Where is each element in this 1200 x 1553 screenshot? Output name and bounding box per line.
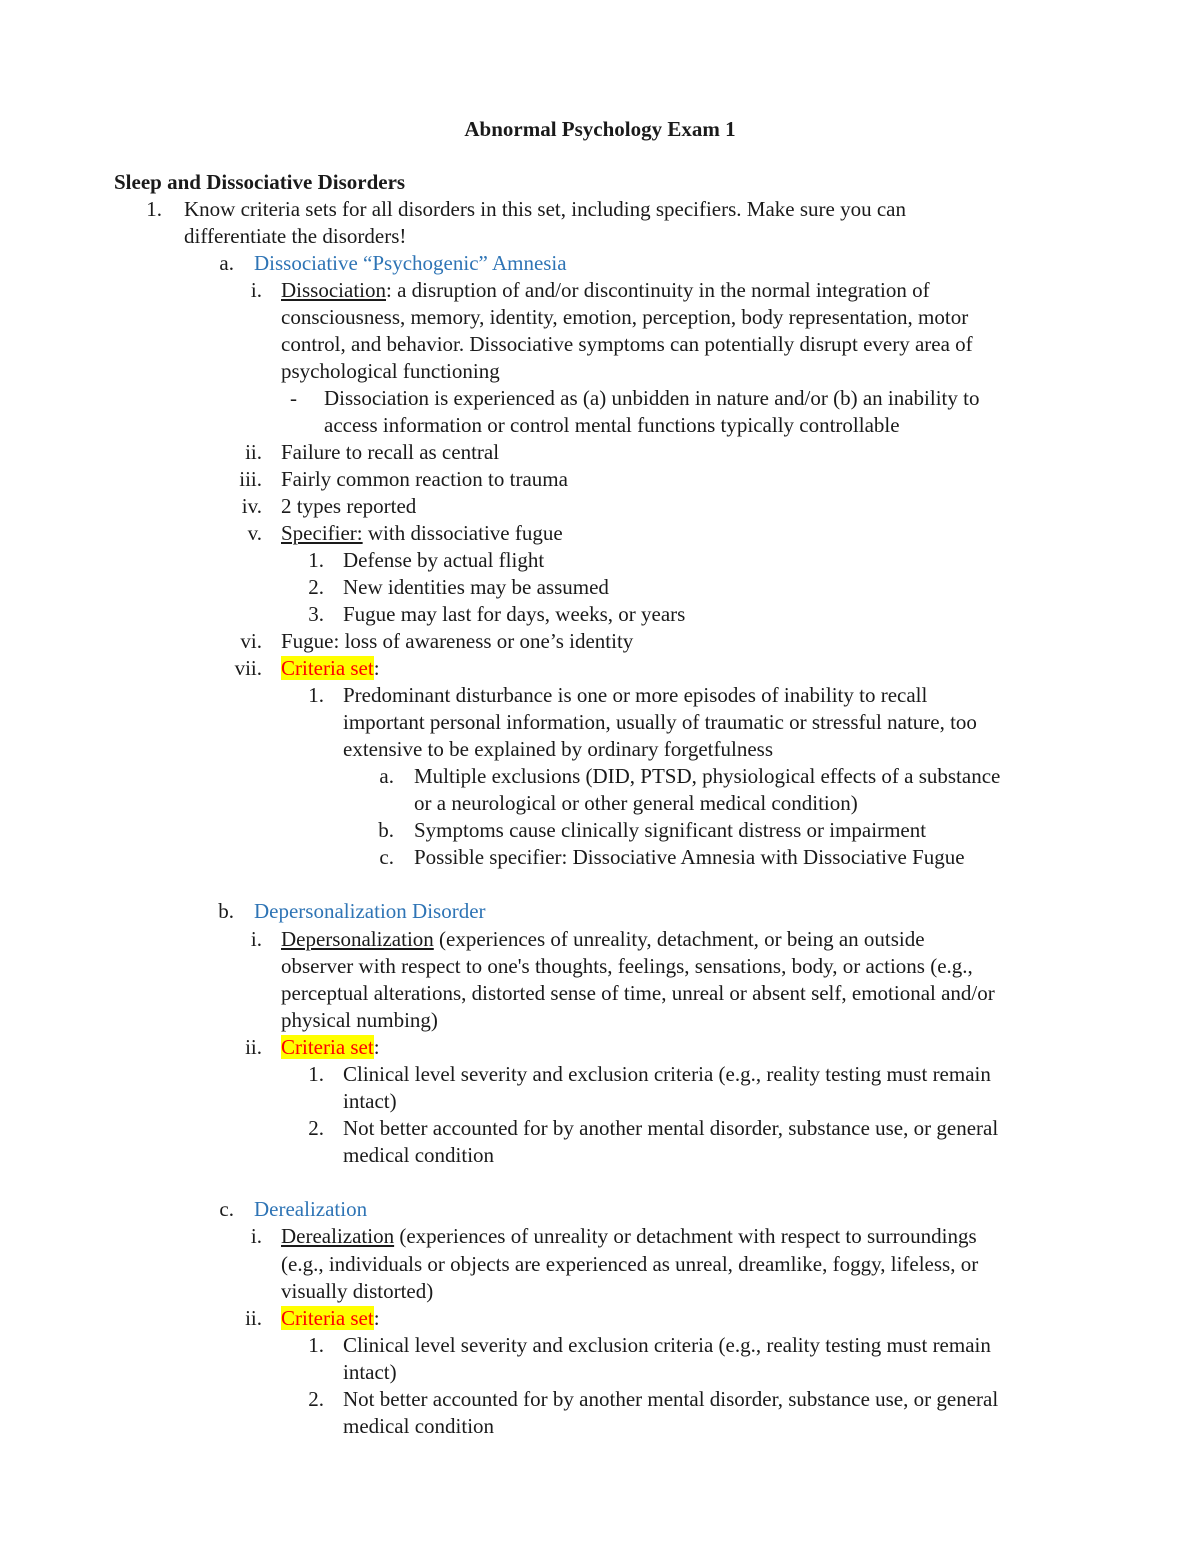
list-number: 2.: [308, 1387, 324, 1411]
list-item-text: Fairly common reaction to trauma: [281, 467, 568, 491]
definition-text: [281, 277, 930, 304]
disorder-heading-depersonalization: Depersonalization Disorder: [254, 899, 486, 923]
definition-text: control, and behavior. Dissociative symptoms can potentially disrupt every area of: [281, 332, 973, 356]
definition-text: (e.g., individuals or objects are experienced as unreal, dreamlike, foggy, lifeless, or: [281, 1252, 979, 1276]
list-roman: vii.: [234, 656, 262, 680]
definition-text: consciousness, memory, identity, emotion, perception, body representation, motor: [281, 305, 969, 329]
definition-text: Derealization (experiences of unreality or detachment with respect to surroundings: [281, 1224, 977, 1248]
list-letter: a.: [219, 251, 234, 275]
definition-term: Dissociation: [281, 278, 386, 302]
definition-text: Depersonalization (experiences of unreality, detachment, or being an outside: [281, 927, 925, 951]
document-title: Abnormal Psychology Exam 1: [464, 117, 736, 141]
list-roman: i.: [250, 927, 262, 951]
list-roman: iii.: [239, 467, 262, 491]
dash-bullet: -: [290, 386, 297, 410]
list-item-text: Specifier: with dissociative fugue: [281, 521, 563, 545]
disorder-heading-amnesia: Dissociative “Psychogenic” Amnesia: [254, 251, 567, 275]
criteria-text: important personal information, usually of traumatic or stressful nature, too: [343, 710, 977, 734]
list-item-text: Fugue may last for days, weeks, or years: [343, 602, 686, 626]
definition-text: physical numbing): [281, 1008, 438, 1032]
list-roman: ii.: [245, 1035, 262, 1059]
list-letter: c.: [379, 845, 394, 869]
definition-text: visually distorted): [281, 1279, 434, 1303]
list-item-text: New identities may be assumed: [343, 575, 609, 599]
list-roman: vi.: [240, 629, 262, 653]
criteria-text: medical condition: [343, 1414, 495, 1438]
specifier-term: Specifier:: [281, 521, 363, 545]
list-item-text: Defense by actual flight: [343, 548, 545, 572]
criteria-set-highlight: Criteria set: [281, 1035, 374, 1059]
list-roman: ii.: [245, 440, 262, 464]
criteria-text: Predominant disturbance is one or more episodes of inability to recall: [343, 683, 928, 707]
list-letter: b.: [378, 818, 394, 842]
bullet-text: Dissociation is experienced as (a) unbidden in nature and/or (b) an inability to: [324, 386, 980, 410]
criteria-text: medical condition: [343, 1143, 495, 1167]
list-item-text: differentiate the disorders!: [184, 224, 407, 248]
list-roman: iv.: [241, 494, 262, 518]
definition-text: observer with respect to one's thoughts, feelings, sensations, body, or actions (e.g.,: [281, 954, 973, 978]
criteria-set-highlight: Criteria set: [281, 656, 374, 680]
definition-term: Depersonalization: [281, 927, 434, 951]
list-item-text: 2 types reported: [281, 494, 417, 518]
criteria-text: Multiple exclusions (DID, PTSD, physiological effects of a substance: [414, 764, 1001, 788]
list-roman: i.: [250, 1224, 262, 1248]
section-heading: Sleep and Dissociative Disorders: [114, 170, 406, 194]
criteria-text: Clinical level severity and exclusion criteria (e.g., reality testing must remain: [343, 1333, 991, 1357]
list-letter: b.: [218, 899, 234, 923]
criteria-text: Symptoms cause clinically significant distress or impairment: [414, 818, 927, 842]
list-item-text: Fugue: loss of awareness or one’s identity: [281, 629, 634, 653]
list-letter: a.: [379, 764, 394, 788]
definition-text: perceptual alterations, distorted sense of time, unreal or absent self, emotional and/or: [281, 981, 995, 1005]
definition-body: : a disruption of and/or discontinuity in the normal integration of: [386, 278, 930, 302]
criteria-set-label: Criteria set:: [281, 1306, 380, 1330]
list-roman: i.: [250, 278, 262, 302]
definition-text: psychological functioning: [281, 359, 500, 383]
list-number: 3.: [308, 602, 324, 626]
criteria-text: extensive to be explained by ordinary forgetfulness: [343, 737, 773, 761]
criteria-text: Clinical level severity and exclusion criteria (e.g., reality testing must remain: [343, 1062, 991, 1086]
criteria-text: or a neurological or other general medical condition): [414, 791, 858, 815]
list-roman: ii.: [245, 1306, 262, 1330]
list-number: 2.: [308, 575, 324, 599]
list-number: 1.: [308, 548, 324, 572]
criteria-set-label: Criteria set:: [281, 1035, 380, 1059]
criteria-set-label: Criteria set:: [281, 656, 380, 680]
criteria-text: Not better accounted for by another mental disorder, substance use, or general: [343, 1116, 999, 1140]
criteria-set-highlight: Criteria set: [281, 1306, 374, 1330]
list-letter: c.: [219, 1197, 234, 1221]
list-number: 1.: [308, 683, 324, 707]
criteria-text: Not better accounted for by another mental disorder, substance use, or general: [343, 1387, 999, 1411]
list-item-text: Failure to recall as central: [281, 440, 500, 464]
disorder-heading-derealization: Derealization: [254, 1197, 368, 1221]
list-item-text: Know criteria sets for all disorders in this set, including specifiers. Make sure you can: [184, 197, 906, 221]
list-number: 1.: [308, 1333, 324, 1357]
criteria-text: intact): [343, 1360, 397, 1384]
criteria-text: intact): [343, 1089, 397, 1113]
definition-term: Derealization: [281, 1224, 395, 1248]
list-roman: v.: [247, 521, 262, 545]
list-number: 1.: [146, 197, 162, 221]
list-number: 1.: [308, 1062, 324, 1086]
list-number: 2.: [308, 1116, 324, 1140]
bullet-text: access information or control mental functions typically controllable: [324, 413, 900, 437]
criteria-text: Possible specifier: Dissociative Amnesia with Dissociative Fugue: [414, 845, 965, 869]
